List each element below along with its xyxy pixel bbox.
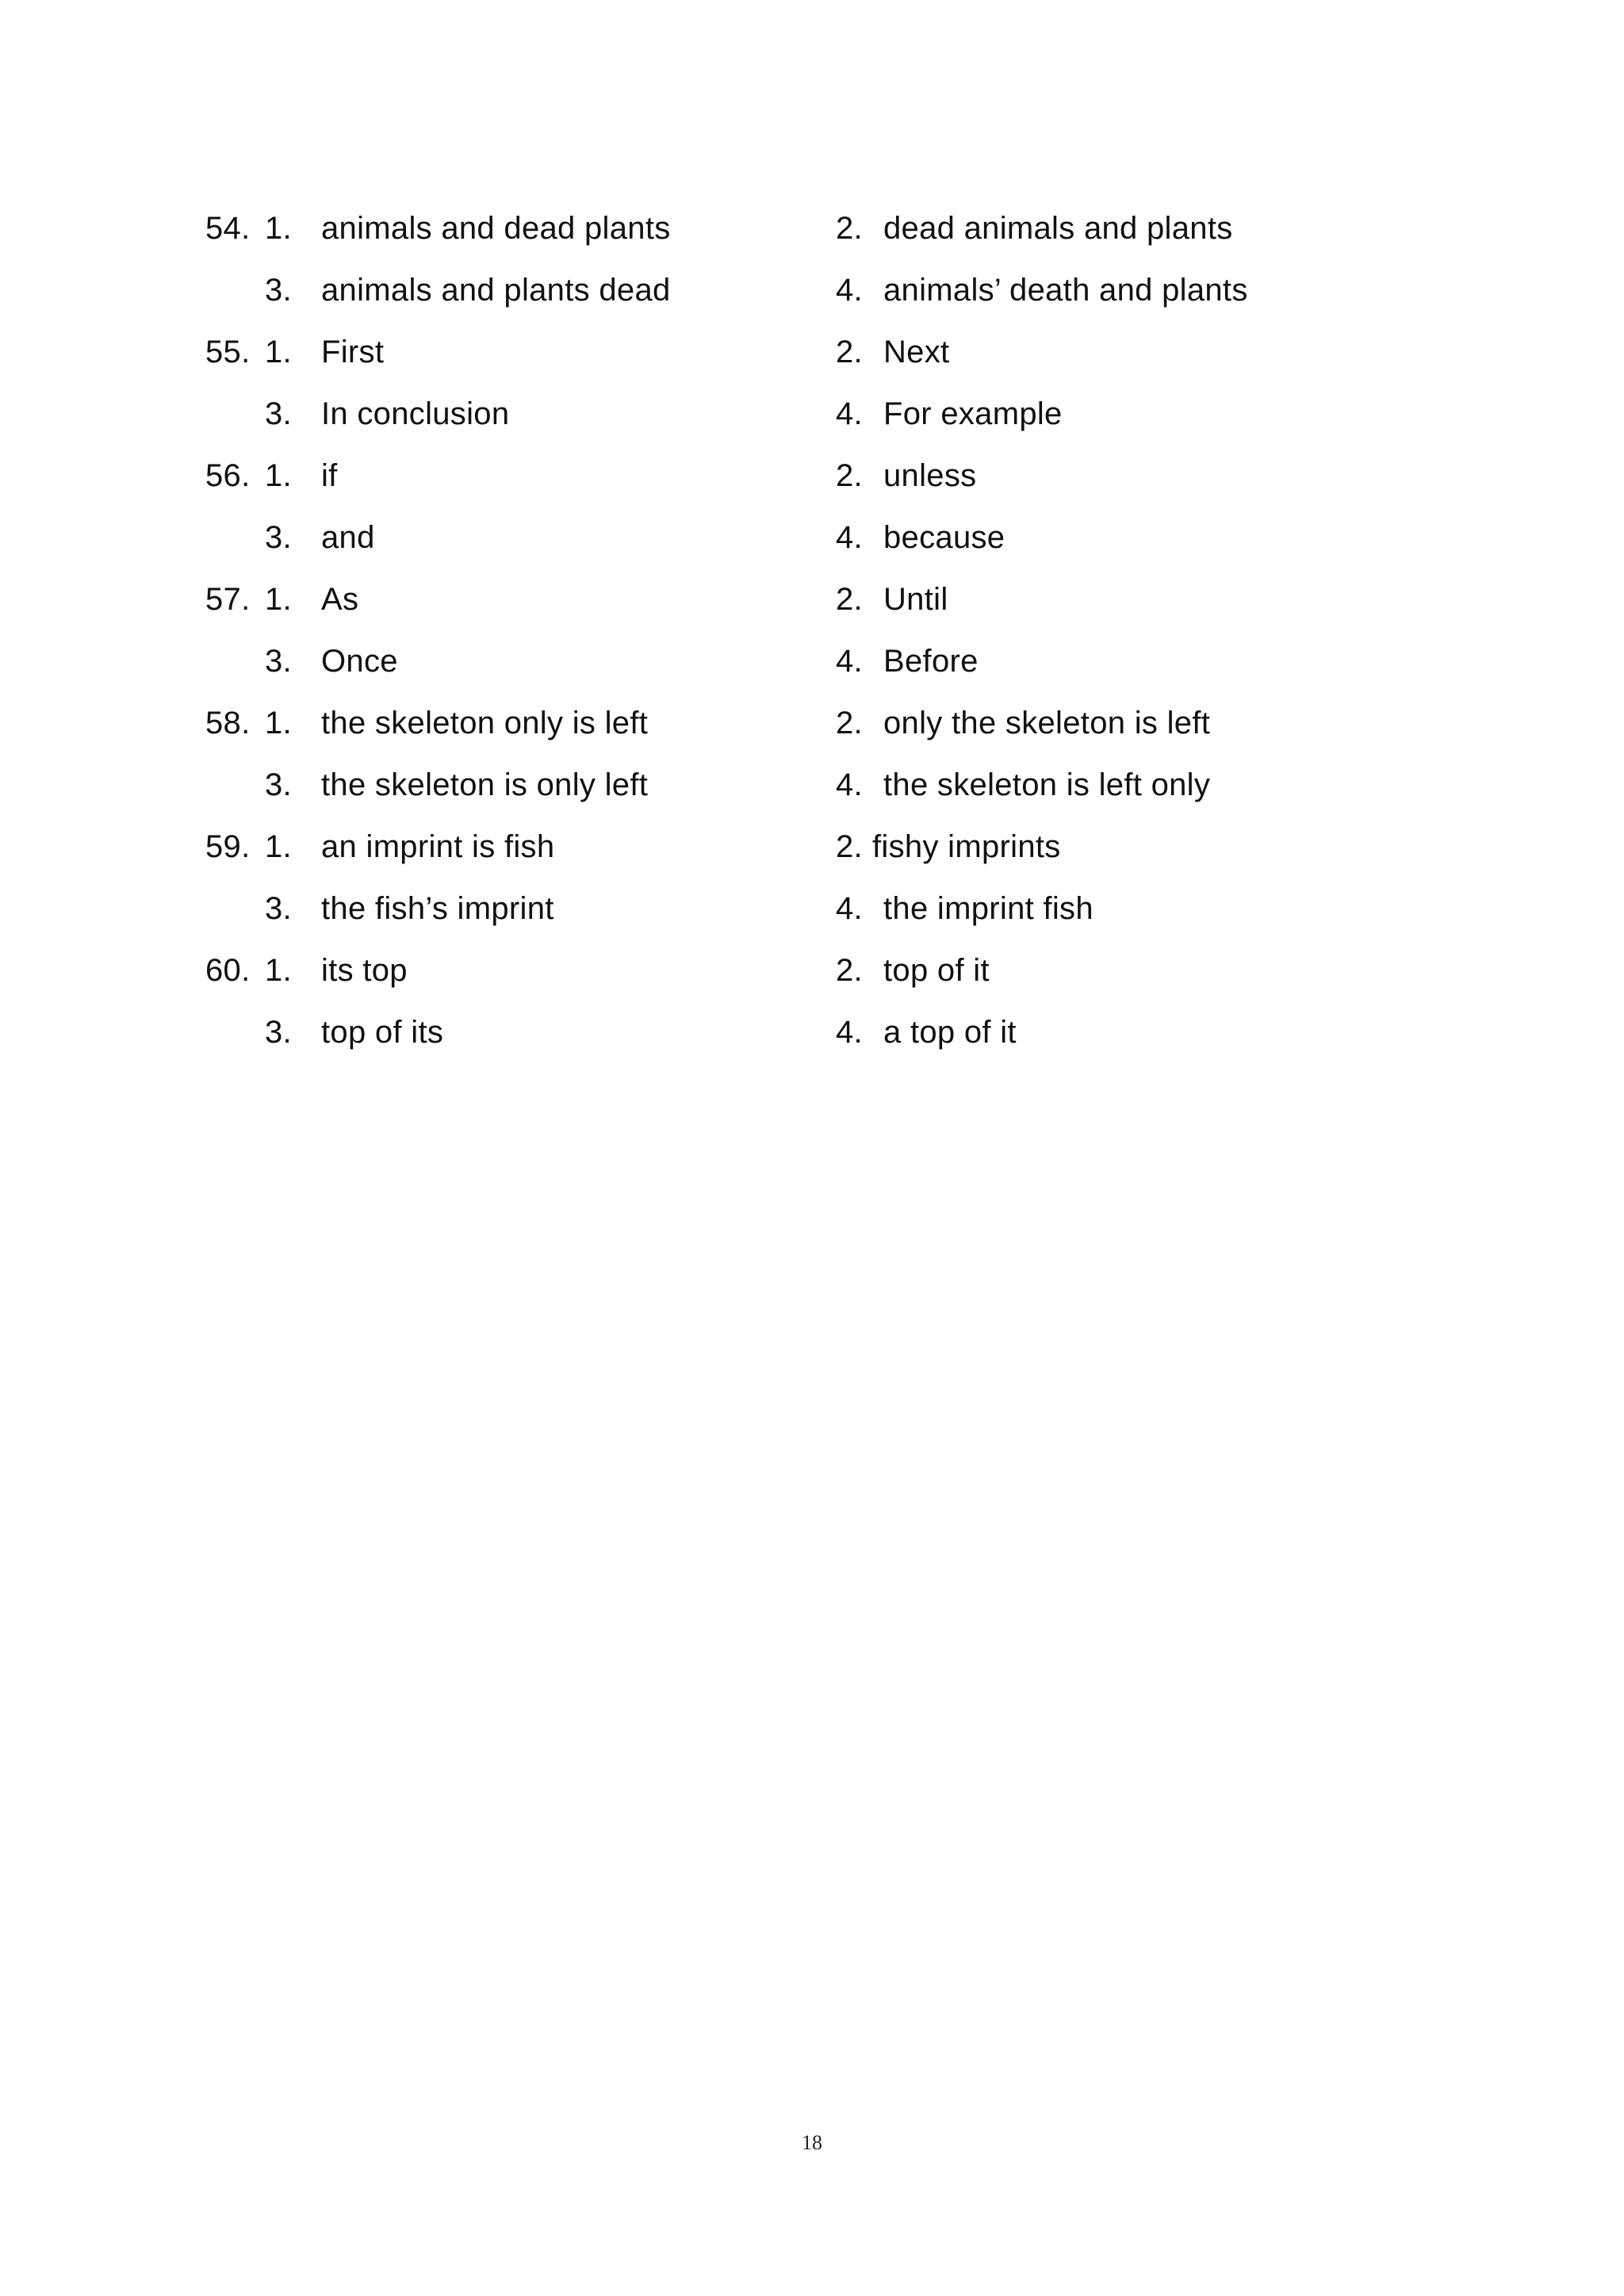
option-2-text: dead animals and plants bbox=[883, 211, 1233, 246]
question-55-row-1 bbox=[0, 330, 1624, 392]
option-3-number: 3. bbox=[265, 520, 292, 555]
option-2-text: Next bbox=[883, 335, 950, 369]
option-1-number: 1. bbox=[265, 706, 292, 740]
question-number: 59. bbox=[205, 829, 251, 864]
option-4-number: 4. bbox=[836, 1015, 863, 1050]
option-2-number: 2. bbox=[836, 706, 863, 740]
question-54-row-2 bbox=[0, 268, 1624, 330]
option-2-number: 2. bbox=[836, 211, 863, 246]
option-3-text: In conclusion bbox=[321, 396, 510, 431]
option-4-number: 4. bbox=[836, 520, 863, 555]
question-number: 60. bbox=[205, 953, 251, 988]
option-1-text: if bbox=[321, 458, 338, 493]
option-4-number: 4. bbox=[836, 273, 863, 308]
option-2-text: Until bbox=[883, 582, 948, 617]
option-2-text: unless bbox=[883, 458, 977, 493]
option-3-number: 3. bbox=[265, 1015, 292, 1050]
option-1-text: animals and dead plants bbox=[321, 211, 671, 246]
option-4-number: 4. bbox=[836, 891, 863, 926]
option-1-number: 1. bbox=[265, 953, 292, 988]
option-3-text: top of its bbox=[321, 1015, 444, 1050]
option-1-number: 1. bbox=[265, 829, 292, 864]
option-1-number: 1. bbox=[265, 458, 292, 493]
question-number: 54. bbox=[205, 211, 251, 246]
page-number: 18 bbox=[802, 2131, 822, 2154]
question-57-row-2 bbox=[0, 639, 1624, 701]
option-4-text: Before bbox=[883, 644, 979, 679]
option-3-text: Once bbox=[321, 644, 398, 679]
option-3-text: animals and plants dead bbox=[321, 273, 671, 308]
question-58-row-2 bbox=[0, 763, 1624, 825]
option-2-number: 2. bbox=[836, 953, 863, 988]
question-54-row-1 bbox=[0, 206, 1624, 268]
option-1-text: First bbox=[321, 335, 385, 369]
question-58-row-1 bbox=[0, 701, 1624, 763]
option-1-number: 1. bbox=[265, 582, 292, 617]
question-56-row-1 bbox=[0, 453, 1624, 515]
option-3-number: 3. bbox=[265, 396, 292, 431]
option-2-text: only the skeleton is left bbox=[883, 706, 1211, 740]
question-60-row-2 bbox=[0, 1010, 1624, 1072]
option-3-number: 3. bbox=[265, 644, 292, 679]
question-59-row-2 bbox=[0, 886, 1624, 948]
question-57-row-1 bbox=[0, 577, 1624, 639]
option-4-text: because bbox=[883, 520, 1005, 555]
option-3-text: and bbox=[321, 520, 375, 555]
option-4-text: the imprint fish bbox=[883, 891, 1094, 926]
option-2-number: 2. bbox=[836, 829, 863, 864]
question-59-row-1 bbox=[0, 825, 1624, 886]
option-3-text: the skeleton is only left bbox=[321, 767, 649, 802]
option-2-text: fishy imprints bbox=[872, 829, 1061, 864]
option-4-text: animals’ death and plants bbox=[883, 273, 1248, 308]
question-60-row-1 bbox=[0, 948, 1624, 1010]
question-number: 56. bbox=[205, 458, 251, 493]
option-4-text: the skeleton is left only bbox=[883, 767, 1211, 802]
option-3-text: the fish’s imprint bbox=[321, 891, 554, 926]
option-1-text: the skeleton only is left bbox=[321, 706, 649, 740]
option-3-number: 3. bbox=[265, 891, 292, 926]
option-1-text: its top bbox=[321, 953, 408, 988]
option-3-number: 3. bbox=[265, 273, 292, 308]
option-4-number: 4. bbox=[836, 767, 863, 802]
question-number: 58. bbox=[205, 706, 251, 740]
option-3-number: 3. bbox=[265, 767, 292, 802]
question-number: 57. bbox=[205, 582, 251, 617]
option-4-number: 4. bbox=[836, 396, 863, 431]
option-4-text: a top of it bbox=[883, 1015, 1017, 1050]
option-2-number: 2. bbox=[836, 335, 863, 369]
option-1-text: an imprint is fish bbox=[321, 829, 555, 864]
option-1-number: 1. bbox=[265, 211, 292, 246]
option-2-text: top of it bbox=[883, 953, 990, 988]
option-1-number: 1. bbox=[265, 335, 292, 369]
question-56-row-2 bbox=[0, 515, 1624, 577]
question-number: 55. bbox=[205, 335, 251, 369]
option-1-text: As bbox=[321, 582, 359, 617]
option-2-number: 2. bbox=[836, 582, 863, 617]
option-4-text: For example bbox=[883, 396, 1063, 431]
question-55-row-2 bbox=[0, 392, 1624, 453]
option-4-number: 4. bbox=[836, 644, 863, 679]
option-2-number: 2. bbox=[836, 458, 863, 493]
